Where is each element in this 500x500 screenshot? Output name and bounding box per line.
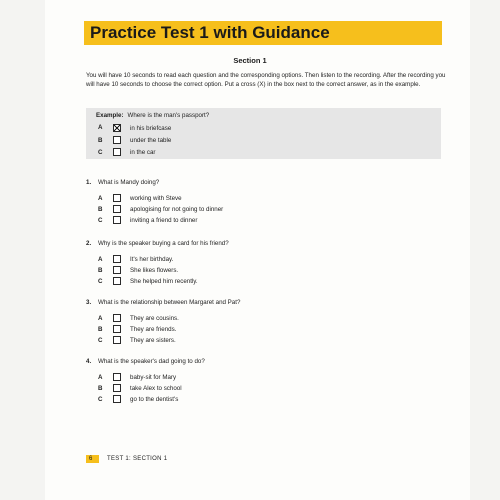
question-number: 2. xyxy=(86,240,92,247)
answer-checkbox[interactable] xyxy=(113,384,121,392)
example-option-text: under the table xyxy=(130,137,172,144)
answer-checkbox[interactable] xyxy=(113,194,121,202)
answer-checkbox[interactable] xyxy=(113,395,121,403)
page-title: Practice Test 1 with Guidance xyxy=(90,23,330,42)
option-text: apologising for not going to dinner xyxy=(130,206,224,213)
option-text: They are cousins. xyxy=(130,315,179,322)
option-letter: A xyxy=(98,374,103,381)
example-option-text: in the car xyxy=(130,149,156,156)
page-number: 6 xyxy=(89,456,93,462)
option-text: working with Steve xyxy=(130,195,182,202)
option-letter: B xyxy=(98,326,103,333)
instructions-text: You will have 10 seconds to read each question and the corresponding options. Then listen to the recording. After the recording you will have 10 seconds to choose the correct option. Put a cross (X) in the box next to the correct answer, as in the example. xyxy=(86,72,446,88)
option-text: They are sisters. xyxy=(130,337,176,344)
answer-checkbox[interactable] xyxy=(113,216,121,224)
answer-checkbox[interactable] xyxy=(113,336,121,344)
option-letter: C xyxy=(98,217,103,224)
option-text: take Alex to school xyxy=(130,385,182,392)
example-option-letter: C xyxy=(98,149,103,156)
answer-checkbox[interactable] xyxy=(113,314,121,322)
option-text: baby-sit for Mary xyxy=(130,374,177,381)
option-letter: B xyxy=(98,267,103,274)
example-question xyxy=(96,112,209,119)
question-text: Why is the speaker buying a card for his friend? xyxy=(98,240,229,247)
example-checkbox-checked[interactable] xyxy=(113,124,121,132)
example-checkbox[interactable] xyxy=(113,136,121,144)
example-question-text: Where is the man's passport? xyxy=(127,112,210,119)
example-option-letter: A xyxy=(98,124,103,131)
section-heading: Section 1 xyxy=(233,56,267,65)
example-checkbox[interactable] xyxy=(113,148,121,156)
option-text: inviting a friend to dinner xyxy=(130,217,198,224)
question-text: What is Mandy doing? xyxy=(98,179,160,186)
answer-checkbox[interactable] xyxy=(113,277,121,285)
option-letter: C xyxy=(98,337,103,344)
example-option-text: in his briefcase xyxy=(130,125,172,132)
question-number: 1. xyxy=(86,179,92,186)
question-text: What is the relationship between Margaret and Pat? xyxy=(98,299,241,306)
option-letter: B xyxy=(98,206,103,213)
option-letter: C xyxy=(98,278,103,285)
option-text: They are friends. xyxy=(130,326,177,333)
option-letter: A xyxy=(98,315,103,322)
answer-checkbox[interactable] xyxy=(113,325,121,333)
example-label: Example: xyxy=(96,112,124,119)
question-text: What is the speaker's dad going to do? xyxy=(98,358,205,365)
option-text: She likes flowers. xyxy=(130,267,179,274)
option-letter: A xyxy=(98,256,103,263)
answer-checkbox[interactable] xyxy=(113,255,121,263)
option-text: She helped him recently. xyxy=(130,278,198,285)
option-text: go to the dentist's xyxy=(130,396,179,403)
option-letter: B xyxy=(98,385,103,392)
question-number: 4. xyxy=(86,358,92,365)
option-text: It's her birthday. xyxy=(130,256,174,263)
answer-checkbox[interactable] xyxy=(113,205,121,213)
footer-section-label: TEST 1: SECTION 1 xyxy=(107,456,168,462)
option-letter: C xyxy=(98,396,103,403)
question-number: 3. xyxy=(86,299,92,306)
answer-checkbox[interactable] xyxy=(113,266,121,274)
footer-page-tab xyxy=(86,455,99,463)
option-letter: A xyxy=(98,195,103,202)
example-option-letter: B xyxy=(98,137,103,144)
answer-checkbox[interactable] xyxy=(113,373,121,381)
